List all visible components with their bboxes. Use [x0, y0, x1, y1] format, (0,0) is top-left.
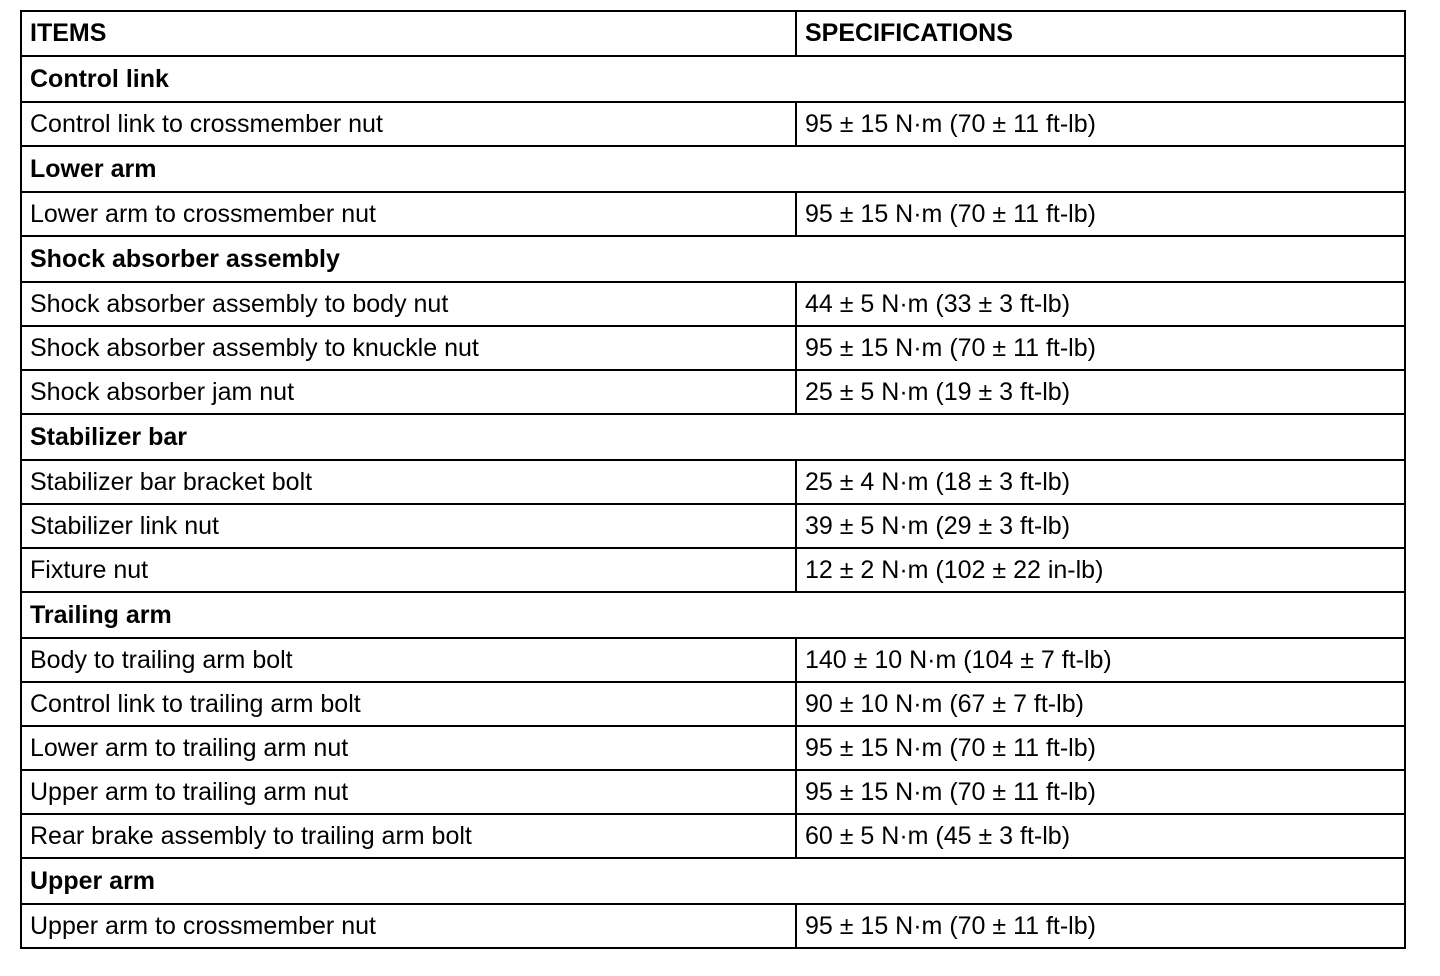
specifications-column-header: SPECIFICATIONS: [796, 11, 1405, 56]
spec-cell: 44 ± 5 N·m (33 ± 3 ft-lb): [796, 282, 1405, 326]
table-row: [21, 814, 1405, 858]
section-row: [21, 592, 1405, 638]
item-cell: Lower arm to crossmember nut: [21, 192, 796, 236]
section-row: [21, 146, 1405, 192]
item-cell: Shock absorber assembly to body nut: [21, 282, 796, 326]
item-cell: Upper arm to crossmember nut: [21, 904, 796, 948]
table-header-row: [21, 11, 1405, 56]
item-cell: Rear brake assembly to trailing arm bolt: [21, 814, 796, 858]
spec-cell: 95 ± 15 N·m (70 ± 11 ft-lb): [796, 904, 1405, 948]
spec-cell: 25 ± 5 N·m (19 ± 3 ft-lb): [796, 370, 1405, 414]
torque-spec-table: [20, 10, 1406, 949]
table-row: [21, 102, 1405, 146]
spec-cell: 95 ± 15 N·m (70 ± 11 ft-lb): [796, 726, 1405, 770]
section-row: [21, 858, 1405, 904]
spec-cell: 12 ± 2 N·m (102 ± 22 in-lb): [796, 548, 1405, 592]
spec-cell: 95 ± 15 N·m (70 ± 11 ft-lb): [796, 326, 1405, 370]
section-row: [21, 236, 1405, 282]
spec-cell: 95 ± 15 N·m (70 ± 11 ft-lb): [796, 102, 1405, 146]
spec-cell: 90 ± 10 N·m (67 ± 7 ft-lb): [796, 682, 1405, 726]
item-cell: Stabilizer bar bracket bolt: [21, 460, 796, 504]
table-row: [21, 904, 1405, 948]
table-row: [21, 682, 1405, 726]
section-title: Control link: [21, 56, 1405, 102]
item-cell: Control link to trailing arm bolt: [21, 682, 796, 726]
item-cell: Lower arm to trailing arm nut: [21, 726, 796, 770]
spec-cell: 25 ± 4 N·m (18 ± 3 ft-lb): [796, 460, 1405, 504]
spec-cell: 39 ± 5 N·m (29 ± 3 ft-lb): [796, 504, 1405, 548]
table-body: [21, 56, 1405, 948]
item-cell: Stabilizer link nut: [21, 504, 796, 548]
section-title: Stabilizer bar: [21, 414, 1405, 460]
section-title: Lower arm: [21, 146, 1405, 192]
table-row: [21, 548, 1405, 592]
item-cell: Fixture nut: [21, 548, 796, 592]
spec-cell: 95 ± 15 N·m (70 ± 11 ft-lb): [796, 770, 1405, 814]
table-row: [21, 726, 1405, 770]
items-column-header: ITEMS: [21, 11, 796, 56]
spec-cell: 95 ± 15 N·m (70 ± 11 ft-lb): [796, 192, 1405, 236]
section-row: [21, 414, 1405, 460]
spec-cell: 60 ± 5 N·m (45 ± 3 ft-lb): [796, 814, 1405, 858]
section-title: Upper arm: [21, 858, 1405, 904]
table-row: [21, 460, 1405, 504]
table-row: [21, 326, 1405, 370]
item-cell: Upper arm to trailing arm nut: [21, 770, 796, 814]
table-row: [21, 370, 1405, 414]
table-row: [21, 638, 1405, 682]
item-cell: Body to trailing arm bolt: [21, 638, 796, 682]
item-cell: Shock absorber jam nut: [21, 370, 796, 414]
section-title: Shock absorber assembly: [21, 236, 1405, 282]
section-row: [21, 56, 1405, 102]
table-row: [21, 192, 1405, 236]
item-cell: Shock absorber assembly to knuckle nut: [21, 326, 796, 370]
section-title: Trailing arm: [21, 592, 1405, 638]
spec-cell: 140 ± 10 N·m (104 ± 7 ft-lb): [796, 638, 1405, 682]
table-row: [21, 504, 1405, 548]
table-row: [21, 770, 1405, 814]
table-row: [21, 282, 1405, 326]
item-cell: Control link to crossmember nut: [21, 102, 796, 146]
